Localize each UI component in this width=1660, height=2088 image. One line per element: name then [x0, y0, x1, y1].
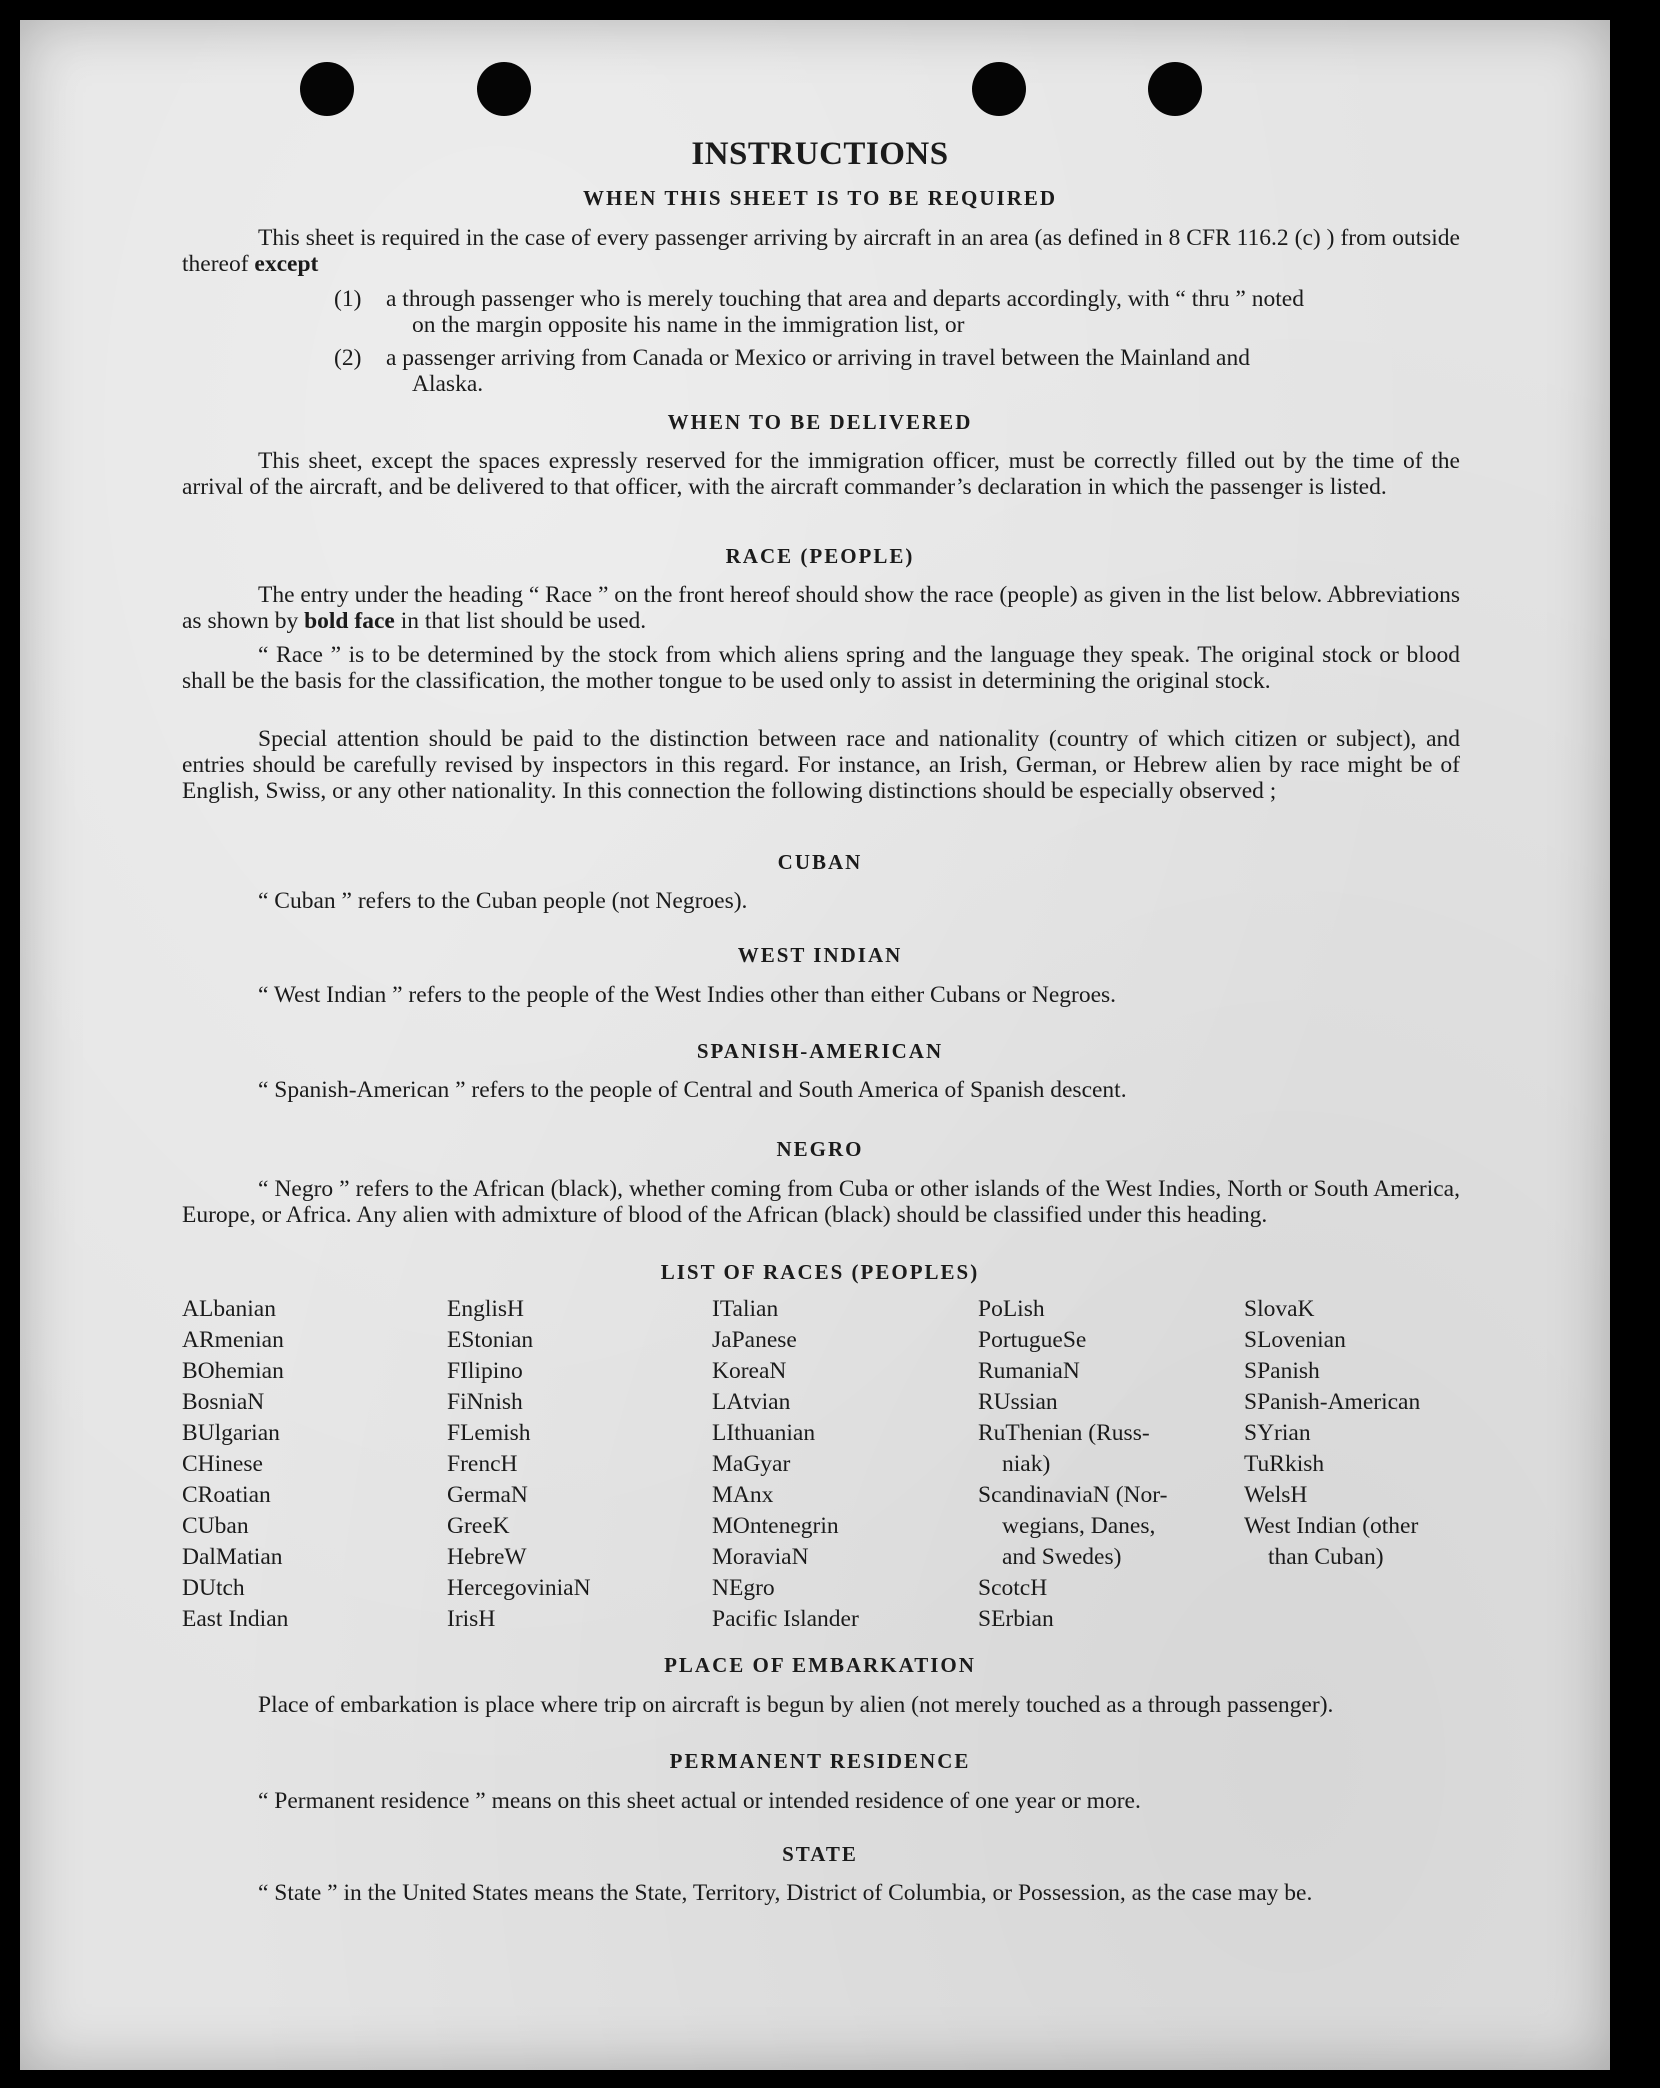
paragraph-permanent-residence: “ Permanent residence ” means on this sheet actual or intended residence of one year or more.: [258, 1788, 1141, 1814]
race-entry: FLemish: [447, 1420, 531, 1446]
paragraph-cuban: “ Cuban ” refers to the Cuban people (not Negroes).: [258, 888, 748, 914]
races-column: [1244, 1294, 1420, 1573]
race-entry: WelsH: [1244, 1482, 1308, 1508]
paragraph-when-required: This sheet is required in the case of every passenger arriving by aircraft in an area (as defined in 8 CFR 116.2 (c) ) from outside thereof except: [182, 225, 1460, 277]
race-entry: GermaN: [447, 1482, 528, 1508]
paragraph-race-2: “ Race ” is to be determined by the stock from which aliens spring and the language they speak. The original stock or blood shall be the basis for the classification, the mother tongue to be used only to assist in determining the original stock.: [182, 642, 1460, 694]
race-entry: FiNnish: [447, 1389, 523, 1415]
punch-hole: [1148, 62, 1202, 116]
race-entry: BUlgarian: [182, 1420, 280, 1446]
heading-west-indian: WEST INDIAN: [737, 943, 903, 967]
race-entry: JaPanese: [712, 1327, 797, 1353]
heading-state: STATE: [782, 1842, 858, 1866]
race-entry: CRoatian: [182, 1482, 271, 1508]
race-entry: ARmenian: [182, 1327, 284, 1353]
paragraph-when-delivered: This sheet, except the spaces expressly reserved for the immigration officer, must be correctly filled out by the time of the arrival of the aircraft, and be delivered to that officer, with the aircraft commander’s declaration in which the passenger is listed.: [182, 448, 1460, 500]
race-entry: ScandinaviaN (Nor-: [978, 1482, 1168, 1508]
heading-cuban: CUBAN: [777, 850, 863, 874]
race-entry: West Indian (other: [1244, 1513, 1419, 1539]
race-entry: DUtch: [182, 1575, 245, 1601]
page-title: INSTRUCTIONS: [691, 136, 949, 172]
race-entry: HebreW: [447, 1544, 527, 1570]
race-entry: RumaniaN: [978, 1358, 1080, 1384]
heading-when-required: WHEN THIS SHEET IS TO BE REQUIRED: [582, 186, 1058, 210]
heading-list-of-races: LIST OF RACES (PEOPLES): [660, 1260, 980, 1284]
race-entry: ScotcH: [978, 1575, 1048, 1601]
race-entry: MAnx: [712, 1482, 774, 1508]
race-entry: SErbian: [978, 1606, 1054, 1632]
paragraph-spanish-american: “ Spanish-American ” refers to the people of Central and South America of Spanish descent.: [258, 1077, 1127, 1103]
race-entry: RUssian: [978, 1389, 1058, 1415]
race-entry: KoreaN: [712, 1358, 787, 1384]
races-column: [447, 1294, 591, 1635]
race-entry: BOhemian: [182, 1358, 284, 1384]
race-entry: SPanish-American: [1244, 1389, 1421, 1415]
race-entry: SPanish: [1244, 1358, 1320, 1384]
heading-spanish-american: SPANISH-AMERICAN: [696, 1039, 944, 1063]
heading-when-delivered: WHEN TO BE DELIVERED: [667, 410, 973, 434]
race-entry: CUban: [182, 1513, 249, 1539]
race-entry: MoraviaN: [712, 1544, 809, 1570]
race-entry: niak): [1002, 1451, 1051, 1477]
race-entry: LAtvian: [712, 1389, 791, 1415]
paragraph-embarkation: Place of embarkation is place where trip on aircraft is begun by alien (not merely touched as a through passenger).: [258, 1692, 1334, 1718]
punch-hole: [972, 62, 1026, 116]
race-entry: PoLish: [978, 1296, 1045, 1322]
race-entry: CHinese: [182, 1451, 263, 1477]
punch-hole: [300, 62, 354, 116]
race-entry: SlovaK: [1244, 1296, 1315, 1322]
race-entry: PortugueSe: [978, 1327, 1087, 1353]
races-column: [712, 1294, 859, 1635]
races-column: [978, 1294, 1167, 1635]
paragraph-negro: “ Negro ” refers to the African (black), whether coming from Cuba or other islands of the West Indies, North or South America, Europe, or Africa. Any alien with admixture of blood of the African (black) should be classified under this heading.: [182, 1176, 1460, 1228]
race-entry: than Cuban): [1268, 1544, 1384, 1570]
race-entry: SYrian: [1244, 1420, 1311, 1446]
paragraph-state: “ State ” in the United States means the State, Territory, District of Columbia, or Possession, as the case may be.: [258, 1880, 1313, 1906]
paragraph-race-1: The entry under the heading “ Race ” on the front hereof should show the race (people) as given in the list below. Abbreviations as shown by bold face in that list should be used.: [182, 582, 1460, 634]
race-entry: FIlipino: [447, 1358, 523, 1384]
race-entry: MOntenegrin: [712, 1513, 839, 1539]
heading-permanent-residence: PERMANENT RESIDENCE: [669, 1749, 971, 1773]
race-entry: East Indian: [182, 1606, 289, 1632]
race-entry: LIthuanian: [712, 1420, 816, 1446]
race-entry: RuThenian (Russ-: [978, 1420, 1150, 1446]
race-entry: ALbanian: [182, 1296, 276, 1322]
race-entry: wegians, Danes,: [1002, 1513, 1156, 1539]
race-entry: SLovenian: [1244, 1327, 1346, 1353]
race-entry: BosniaN: [182, 1389, 265, 1415]
races-column: [182, 1294, 288, 1635]
paragraph-race-3: Special attention should be paid to the distinction between race and nationality (country of which citizen or subject), and entries should be carefully revised by inspectors in this regard. For instance, an Irish, German, or Hebrew alien by race might be of English, Swiss, or any other nationality. In this connection the following distinctions should be especially observed ;: [182, 726, 1460, 804]
race-entry: FrencH: [447, 1451, 518, 1477]
race-entry: Pacific Islander: [712, 1606, 859, 1632]
race-entry: MaGyar: [712, 1451, 791, 1477]
punch-hole: [477, 62, 531, 116]
race-entry: EnglisH: [447, 1296, 525, 1322]
race-entry: NEgro: [712, 1575, 775, 1601]
race-entry: EStonian: [447, 1327, 534, 1353]
race-entry: and Swedes): [1002, 1544, 1122, 1570]
race-entry: TuRkish: [1244, 1451, 1325, 1477]
race-entry: GreeK: [447, 1513, 510, 1539]
heading-negro: NEGRO: [776, 1137, 864, 1161]
paragraph-west-indian: “ West Indian ” refers to the people of the West Indies other than either Cubans or Negroes.: [258, 982, 1117, 1008]
race-entry: ITalian: [712, 1296, 779, 1322]
heading-race: RACE (PEOPLE): [725, 544, 915, 568]
race-entry: HercegoviniaN: [447, 1575, 591, 1601]
race-entry: IrisH: [447, 1606, 496, 1632]
race-entry: DalMatian: [182, 1544, 283, 1570]
heading-embarkation: PLACE OF EMBARKATION: [664, 1653, 976, 1677]
